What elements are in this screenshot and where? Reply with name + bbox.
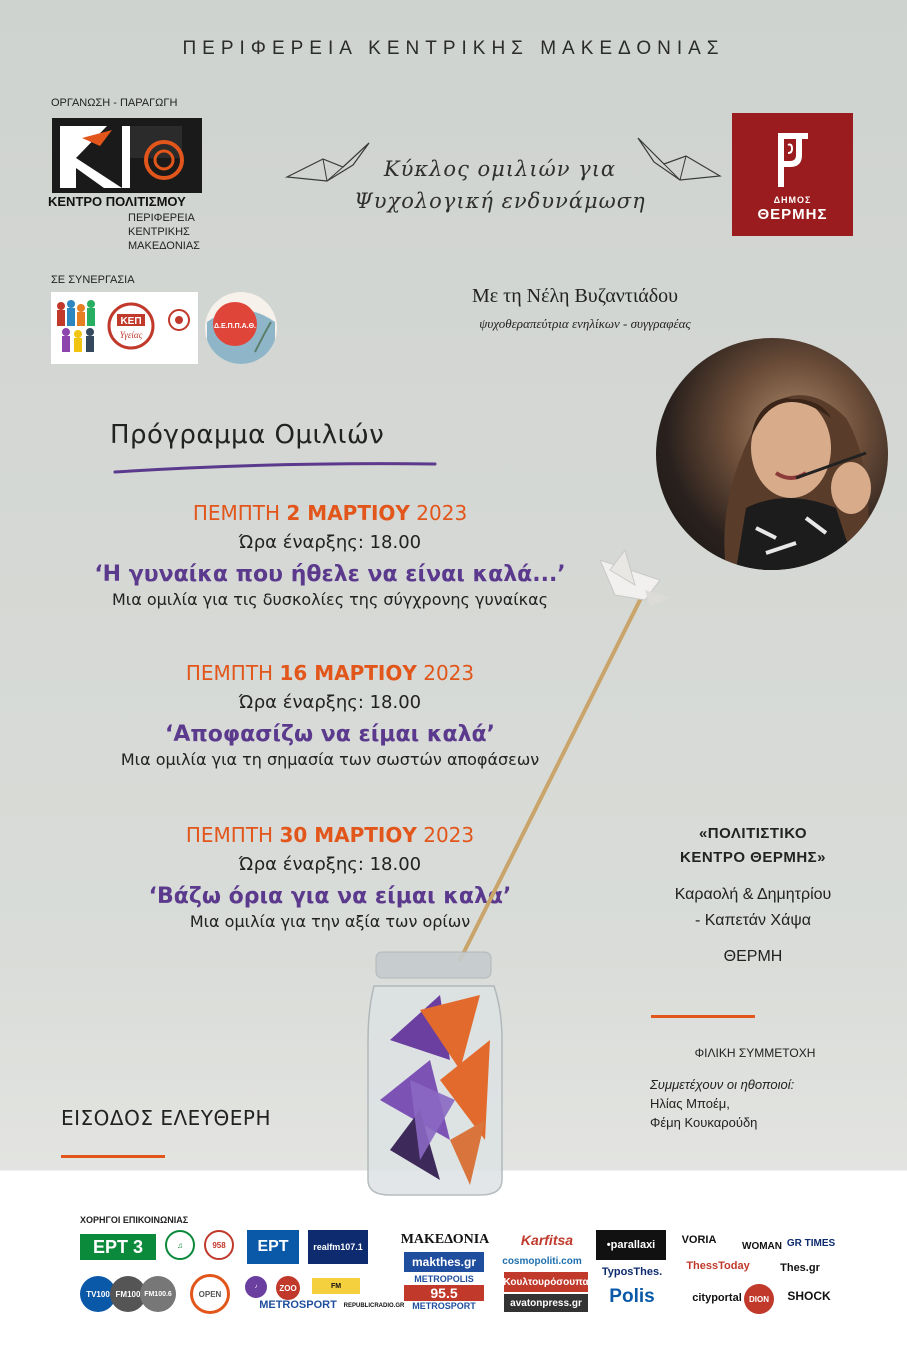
friendly-participation: ΦΙΛΙΚΗ ΣΥΜΜΕΤΟΧΗ xyxy=(694,1046,816,1060)
sponsor-makedonia-logo: ΜΑΚΕΔΟΝΙΑ xyxy=(400,1232,490,1247)
venue-city: ΘΕΡΜΗ xyxy=(723,948,783,965)
program-title-underline xyxy=(113,458,438,476)
sponsor-958-radio-icon: 958 xyxy=(204,1230,234,1260)
sponsor-kouloura-logo: Κουλτουρόσουπα xyxy=(504,1272,588,1292)
event-date-main: 2 ΜΑΡΤΙΟΥ xyxy=(286,501,410,525)
event-title: ‘Βάζω όρια για να είμαι καλά’ xyxy=(148,884,512,909)
dimos-thermis-logo xyxy=(732,113,853,236)
sponsor-zoo-logo: ZOO xyxy=(276,1276,300,1300)
event-day: ΠΕΜΠΤΗ xyxy=(185,661,274,685)
sponsor-ert3-radio-icon: ♫ xyxy=(165,1230,195,1260)
sponsor-fm100-logo: FM100 xyxy=(110,1276,146,1312)
kep-ygeias-logo xyxy=(51,292,198,364)
event-time: Ώρα έναρξης: 18.00 xyxy=(238,692,422,713)
series-title xyxy=(290,153,710,217)
sponsor-radio-badge-icon: FM xyxy=(312,1278,360,1294)
program-title: Πρόγραμμα Ομιλιών xyxy=(110,420,385,450)
venue-divider xyxy=(651,1015,755,1018)
sponsor-typosthes-logo: TyposThes. xyxy=(601,1266,663,1278)
sponsor-ert-serres-logo: ΕΡΤ xyxy=(247,1230,299,1264)
sponsor-cityportal-logo: cityportal xyxy=(692,1292,742,1304)
organizer-subtitle xyxy=(128,211,200,253)
event-year: 2023 xyxy=(423,661,475,685)
sponsor-shock-logo: SHOCK xyxy=(787,1289,831,1303)
series-title-line: Ψυχολογική ενδυνάμωση xyxy=(354,189,646,213)
venue-name xyxy=(638,822,868,870)
depaf-label: Δ.Ε.Π.Π.Α.Θ. xyxy=(214,323,256,330)
depaf-logo xyxy=(205,292,277,364)
sponsor-metropolis-logo: METROPOLIS xyxy=(414,1274,474,1284)
dimos-label: ΔΗΜΟΣ xyxy=(773,195,812,205)
organization-label: ΟΡΓΑΝΩΣΗ - ΠΑΡΑΓΩΓΗ xyxy=(51,97,178,109)
event-time: Ώρα έναρξης: 18.00 xyxy=(238,854,422,875)
organizer-sub-line: ΜΑΚΕΔΟΝΙΑΣ xyxy=(128,240,200,252)
sponsor-fm100-6-logo: FM100.6 xyxy=(140,1276,176,1312)
series-title-line: Κύκλος ομιλιών για xyxy=(383,157,617,181)
sponsor-makthes-logo: makthes.gr xyxy=(404,1252,484,1272)
event-date-main: 16 ΜΑΡΤΙΟΥ xyxy=(279,661,417,685)
region-header: ΠΕΡΙΦΕΡΕΙΑ ΚΕΝΤΡΙΚΗΣ ΜΑΚΕΔΟΝΙΑΣ xyxy=(182,38,725,59)
event-title: ‘Η γυναίκα που ήθελε να είναι καλά...’ xyxy=(94,562,566,587)
collaboration-label: ΣΕ ΣΥΝΕΡΓΑΣΙΑ xyxy=(51,274,135,286)
event-year: 2023 xyxy=(423,823,475,847)
sponsor-ert3-logo: ΕΡΤ 3 xyxy=(80,1234,156,1260)
speaker-portrait xyxy=(656,338,888,570)
organizer-sub-line: ΚΕΝΤΡΙΚΗΣ xyxy=(128,226,190,238)
venue-block xyxy=(638,822,868,966)
sponsor-metrosport-logo: METROSPORT xyxy=(259,1299,337,1311)
venue-address-line: - Καπετάν Χάψα xyxy=(694,912,812,929)
sponsor-grtimes-logo: GR TIMES xyxy=(786,1237,836,1249)
event-description: Μια ομιλία για τη σημασία των σωστών αποφάσεων xyxy=(120,750,540,769)
entry-divider xyxy=(61,1155,165,1158)
sponsor-republicradio-logo: REPUBLICRADIO.GR xyxy=(343,1303,405,1309)
kep-sub-label: Υγείας xyxy=(119,330,143,340)
sponsor-metrosport-secondary-logo: METROSPORT xyxy=(412,1301,476,1311)
jar-with-paper-cranes xyxy=(360,540,680,1200)
dimos-name: ΘΕΡΜΗΣ xyxy=(757,206,828,223)
sponsor-parallaxi-logo: •parallaxi xyxy=(596,1230,666,1260)
speaker-role: ψυχοθεραπεύτρια ενηλίκων - συγγραφέας xyxy=(479,316,691,331)
sponsor-tv100-logo: TV100 xyxy=(80,1276,116,1312)
event-day: ΠΕΜΠΤΗ xyxy=(192,501,281,525)
sponsors-label: ΧΟΡΗΓΟΙ ΕΠΙΚΟΙΝΩΝΙΑΣ xyxy=(80,1215,189,1225)
sponsor-open-logo: OPEN xyxy=(190,1274,230,1314)
venue-address-line: Καραολή & Δημητρίου xyxy=(674,886,832,903)
actors-list xyxy=(650,1075,850,1132)
venue-name-line: ΚΕΝΤΡΟ ΘΕΡΜΗΣ» xyxy=(679,849,827,866)
event-date-main: 30 ΜΑΡΤΙΟΥ xyxy=(279,823,417,847)
sponsor-metropolis-frequency: 95.5 xyxy=(404,1285,484,1301)
sponsor-realfm-logo: realfm107.1 xyxy=(308,1230,368,1264)
dimos-emblem-icon xyxy=(768,127,818,191)
sponsor-karfitsa-logo: Karfitsa xyxy=(520,1232,574,1248)
sponsor-thesgr-logo: Thes.gr xyxy=(780,1262,820,1274)
event-year: 2023 xyxy=(416,501,468,525)
event-date xyxy=(0,500,660,526)
event-description: Μια ομιλία για την αξία των ορίων xyxy=(189,912,471,931)
event-description: Μια ομιλία για τις δυσκολίες της σύγχρονης γυναίκας xyxy=(111,590,549,609)
sponsor-avaton-logo: avatonpress.gr xyxy=(504,1294,588,1312)
actor-name: Ηλίας Μποέμ, xyxy=(650,1096,730,1111)
sponsor-thesstoday-logo: ThessToday xyxy=(686,1260,750,1272)
sponsor-cosmopoliti-logo: cosmopoliti.com xyxy=(502,1255,582,1267)
sponsor-polis-logo: Polis xyxy=(609,1286,655,1307)
sponsor-radio-icon: ♪ xyxy=(245,1276,267,1298)
organizer-name: ΚΕΝΤΡΟ ΠΟΛΙΤΙΣΜΟΥ xyxy=(48,194,186,209)
actor-name: Φέμη Κουκαρούδη xyxy=(650,1115,758,1130)
sponsor-voria-logo: VORIA xyxy=(681,1234,717,1246)
free-entry: ΕΙΣΟΔΟΣ ΕΛΕΥΘΕΡΗ xyxy=(61,1106,271,1130)
event-title: ‘Αποφασίζω να είμαι καλά’ xyxy=(165,722,495,747)
speaker-name: Με τη Νέλη Βυζαντιάδου xyxy=(471,285,679,307)
event-time: Ώρα έναρξης: 18.00 xyxy=(238,532,422,553)
kep-label: ΚΕΠ xyxy=(120,316,142,327)
kentro-politismou-logo xyxy=(52,118,202,193)
venue-address xyxy=(638,882,868,934)
organizer-sub-line: ΠΕΡΙΦΕΡΕΙΑ xyxy=(128,212,195,224)
actors-label: Συμμετέχουν οι ηθοποιοί: xyxy=(650,1077,795,1092)
sponsor-dion-logo: DION xyxy=(744,1284,774,1314)
sponsor-woman-logo: WOMAN xyxy=(742,1240,782,1252)
venue-name-line: «ΠΟΛΙΤΙΣΤΙΚΟ xyxy=(698,825,808,842)
event-day: ΠΕΜΠΤΗ xyxy=(185,823,274,847)
